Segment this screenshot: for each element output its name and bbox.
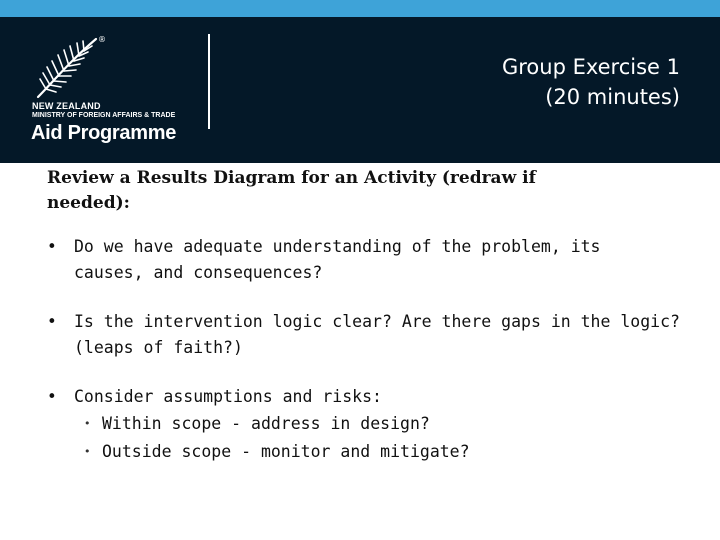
- logo-programme-name: Aid Programme: [31, 122, 177, 144]
- content-heading-line-1: Review a Results Diagram for an Activity (redraw if: [47, 168, 536, 188]
- header-banner: [0, 17, 720, 163]
- bullet-text-line-1: Is the intervention logic clear? Are there gaps in the logic?: [74, 312, 680, 331]
- bullet-item-problem-understanding: [47, 234, 687, 286]
- top-accent-stripe: [0, 0, 720, 17]
- bullet-item-assumptions-risks: [47, 384, 687, 466]
- slide-title-line-1: Group Exercise 1: [501, 55, 680, 79]
- bullet-text-line-2: (leaps of faith?): [74, 338, 243, 357]
- slide-body: [47, 166, 687, 489]
- content-heading-line-2: needed):: [47, 193, 130, 213]
- sub-bullet-text: Within scope - address in design?: [102, 414, 430, 433]
- sub-bullet-text: Outside scope - monitor and mitigate?: [102, 442, 470, 461]
- registered-mark: ®: [98, 35, 106, 44]
- bullet-marker: •: [47, 387, 57, 406]
- silver-fern-icon: [32, 35, 102, 99]
- logo-divider: [208, 34, 210, 129]
- logo-ministry-name: MINISTRY OF FOREIGN AFFAIRS & TRADE: [32, 112, 176, 119]
- slide-title-line-2: (20 minutes): [545, 85, 680, 109]
- bullet-text-line-2: causes, and consequences?: [74, 263, 323, 282]
- bullet-item-intervention-logic: [47, 309, 687, 361]
- bullet-text-line-1: Consider assumptions and risks:: [74, 387, 382, 406]
- bullet-text-line-1: Do we have adequate understanding of the problem, its: [74, 237, 601, 256]
- sub-bullet-outside-scope: [74, 438, 687, 466]
- content-heading: [47, 166, 687, 216]
- slide-title: [320, 52, 680, 112]
- sub-bullet-list: [74, 410, 687, 466]
- logo-country-name: NEW ZEALAND: [32, 101, 101, 111]
- sub-bullet-marker: •: [84, 417, 91, 430]
- sub-bullet-marker: •: [84, 445, 91, 458]
- bullet-marker: •: [47, 312, 57, 331]
- bullet-list: [47, 234, 687, 466]
- sub-bullet-within-scope: [74, 410, 687, 438]
- bullet-marker: •: [47, 237, 57, 256]
- aid-programme-logo: [28, 35, 198, 150]
